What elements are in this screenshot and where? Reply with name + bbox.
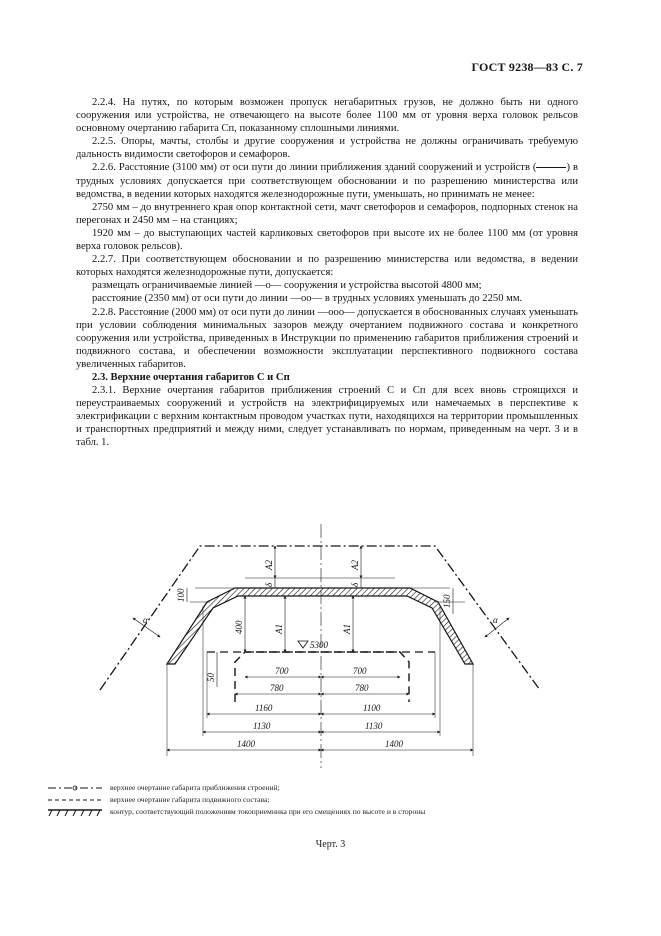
body-text: [76, 96, 578, 450]
text-span: 2.2.8. Расстояние (2000 мм) от оси пути до линии: [92, 306, 315, 318]
label-delta-right: δ: [350, 582, 360, 587]
label-alpha-left: α: [143, 615, 148, 625]
label-1130-right: 1130: [365, 721, 383, 731]
paragraph-2350: [76, 292, 578, 305]
figure-legend: [46, 782, 546, 818]
paragraph-2750: 2750 мм – до внутреннего края опор контактной сети, мачт светофоров и семафоров, подпорных стенок на перегонах и 2450 мм – на станциях;: [76, 201, 578, 226]
label-700-left: 700: [275, 666, 289, 676]
dash-dot-line-icon: [46, 782, 106, 794]
legend-item: [46, 794, 546, 806]
paragraph-2-2-4: 2.2.4. На путях, по которым возможен пропуск негабаритных грузов, не должно быть ни одного сооружения или устройства, не отвечающего на высоте более 1100 мм от уровня верха головок рельсов основному очертанию габарита Сп, показанному сплошными линиями.: [76, 97, 578, 135]
text-span: размещать ограничиваемые линией: [92, 280, 253, 292]
label-dim-100: 100: [176, 588, 186, 602]
label-elevation: 5300: [310, 640, 328, 650]
section-heading-2-3: 2.3. Верхние очертания габаритов С и Сп: [92, 371, 290, 383]
paragraph-2-2-7: 2.2.7. При соответствующем обосновании и по разрешению министерства или ведомства, в ведении которых находятся железнодорожные пути, допускается:: [76, 254, 578, 279]
text-span: расстояние (2350 мм) от оси пути до линии: [92, 293, 288, 305]
text-span: допускается в обоснованных случаях уменьшать при условии соблюдения минимальных зазоров между очертанием подвижного состава и конкретного сооружения или устройства, приведенных в Инструкции по применению габаритов приближения строений и подвижного состава, и обеспечении возможности эксплуатации перспективного подвижного состава увеличенных габаритов.: [76, 306, 578, 370]
label-1160: 1160: [255, 703, 273, 713]
label-dim-50: 50: [206, 673, 216, 682]
paragraph-2-2-8: [76, 306, 578, 371]
text-span: в трудных условиях уменьшать до 2250 мм.: [324, 293, 523, 305]
paragraph-4800: [76, 279, 578, 292]
paragraph-2-2-5: 2.2.5. Опоры, мачты, столбы и другие сооружения и устройства не должны ограничивать требуемую дальность видимости светофоров и семафоров.: [76, 136, 578, 161]
figure-caption: Черт. 3: [315, 839, 346, 850]
label-780-left: 780: [270, 683, 284, 693]
page-header: ГОСТ 9238—83 С. 7: [471, 60, 583, 74]
text-span: ) в трудных условиях допускается при соответствующем обосновании и по разрешению министерства или ведомства, в ведении которых находятся железнодорожные пути, уменьшать, но принимать не менее:: [76, 162, 578, 200]
label-1400-right: 1400: [385, 739, 403, 749]
text-span: 2.2.6. Расстояние (3100 мм) от оси пути до линии приближения зданий сооружений и устройств (: [92, 162, 537, 174]
label-dim-400: 400: [234, 620, 244, 634]
label-a2-right: A2: [350, 560, 360, 570]
line-symbol-ooo: —ооо—: [317, 306, 355, 318]
clearance-diagram: [95, 522, 575, 772]
label-alpha-right: α: [493, 615, 498, 625]
figure-drawing-3: [95, 522, 575, 772]
label-780-right: 780: [355, 683, 369, 693]
line-symbol-dash-dot: [536, 167, 566, 168]
structure-envelope-outline: [100, 546, 540, 690]
hatched-line-icon: [46, 806, 106, 818]
dashed-line-icon: [46, 794, 106, 806]
text-span: сооружения и устройства высотой 4800 мм;: [284, 280, 482, 292]
line-symbol-o: —о—: [254, 280, 282, 292]
legend-item: [46, 806, 546, 818]
elevation-triangle: [298, 641, 308, 648]
label-1130-left: 1130: [253, 721, 271, 731]
line-symbol-oo: —оо—: [290, 293, 323, 305]
label-a2-left: A2: [264, 560, 274, 570]
paragraph-1920: 1920 мм – до выступающих частей карликовых светофоров при высоте их не более 1100 мм (от уровня верха головок рельсов).: [76, 227, 578, 253]
label-1400-left: 1400: [237, 739, 255, 749]
label-a1-left: A1: [274, 624, 284, 634]
legend-text: верхнее очертание габарита приближения строений;: [110, 783, 280, 792]
label-delta-left: δ: [264, 582, 274, 587]
label-dim-150: 150: [442, 594, 452, 608]
label-700-right: 700: [353, 666, 367, 676]
label-1100: 1100: [363, 703, 381, 713]
legend-text: контур, соответствующий положениям токоприемника при его смещениях по высоте и в стороны: [110, 807, 426, 816]
paragraph-2-3-1: 2.3.1. Верхние очертания габаритов приближения строений С и Сп для всех вновь строящихся и переустраиваемых сооружений и устройств на электрифицируемых или намечаемых в перспективе к электрификации с верхним контактным проводом участках пути, находящихся на территории промышленных и транспортных предприятий и между ними, следует устанавливать по нормам, приведенным на черт. 3 и в табл. 1.: [76, 385, 578, 449]
legend-item: [46, 782, 546, 794]
legend-text: верхнее очертание габарита подвижного состава;: [110, 795, 270, 804]
paragraph-2-2-6: [76, 161, 578, 200]
label-a1-right: A1: [342, 624, 352, 634]
